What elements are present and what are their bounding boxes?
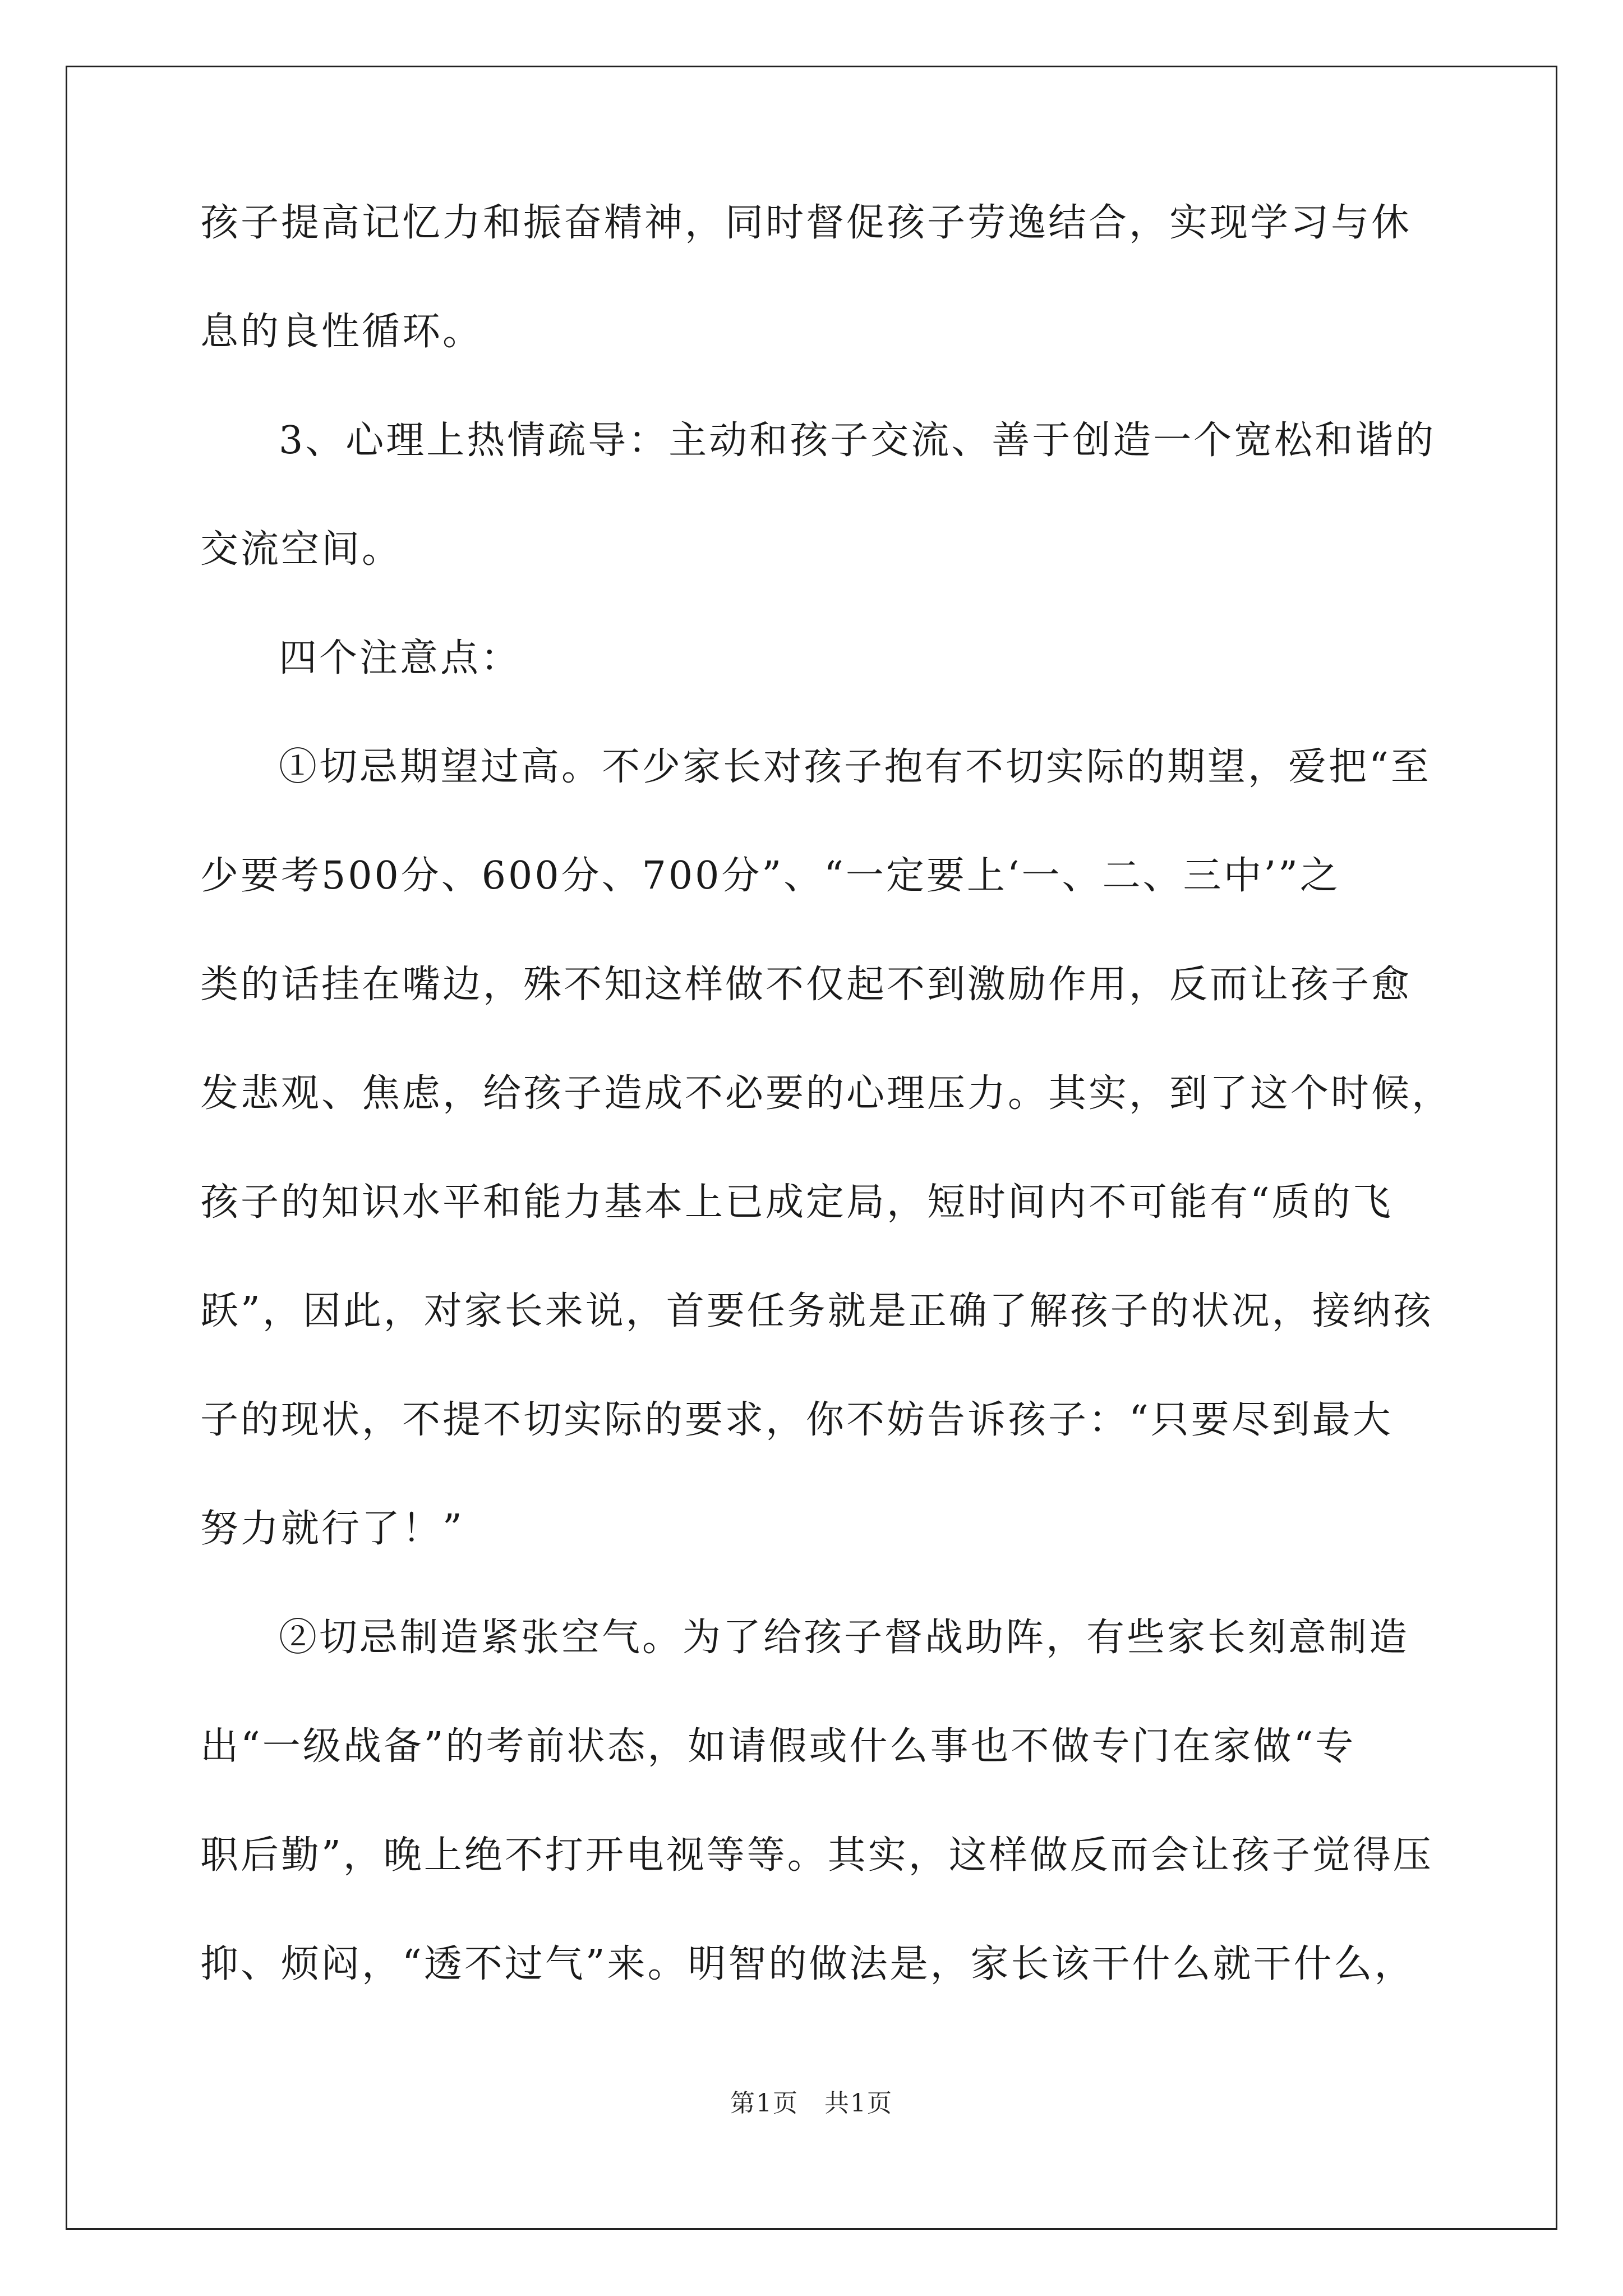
text-line: 抑、烦闷，“透不过气”来。明智的做法是，家长该干什么就干什么， [200,1942,1415,1986]
document-body [200,196,1453,1991]
text-line: 少要考500分、600分、700分”、“一定要上‘一、二、三中’”之 [200,854,1340,898]
text-line: ①切忌期望过高。不少家长对孩子抱有不切实际的期望，爱把“至 [279,745,1431,789]
text-line: 子的现状，不提不切实际的要求，你不妨告诉孩子：“只要尽到最大 [200,1398,1393,1442]
text-line: ②切忌制造紧张空气。为了给孩子督战助阵，有些家长刻意制造 [279,1616,1410,1660]
section-heading: 四个注意点： [279,636,522,680]
text-line: 跃”，因此，对家长来说，首要任务就是正确了解孩子的状况，接纳孩 [200,1289,1433,1333]
text-line: 发悲观、焦虑，给孩子造成不必要的心理压力。其实，到了这个时候， [200,1071,1453,1116]
text-line: 类的话挂在嘴边，殊不知这样做不仅起不到激励作用，反而让孩子愈 [200,963,1412,1007]
page-number-footer: 第1页 共1页 [730,2089,893,2118]
text-line: 努力就行了！” [200,1507,464,1551]
text-line: 职后勤”，晚上绝不打开电视等等。其实，这样做反而会让孩子觉得压 [200,1833,1433,1878]
text-line: 孩子的知识水平和能力基本上已成定局，短时间内不可能有“质的飞 [200,1180,1393,1225]
text-line: 交流空间。 [200,527,403,572]
text-line: 出“一级战备”的考前状态，如请假或什么事也不做专门在家做“专 [200,1724,1356,1769]
text-line: 孩子提高记忆力和振奋精神，同时督促孩子劳逸结合，实现学习与休 [200,201,1412,245]
text-line: 3、心理上热情疏导：主动和孩子交流、善于创造一个宽松和谐的 [279,418,1436,463]
text-line: 息的良性循环。 [200,310,483,354]
